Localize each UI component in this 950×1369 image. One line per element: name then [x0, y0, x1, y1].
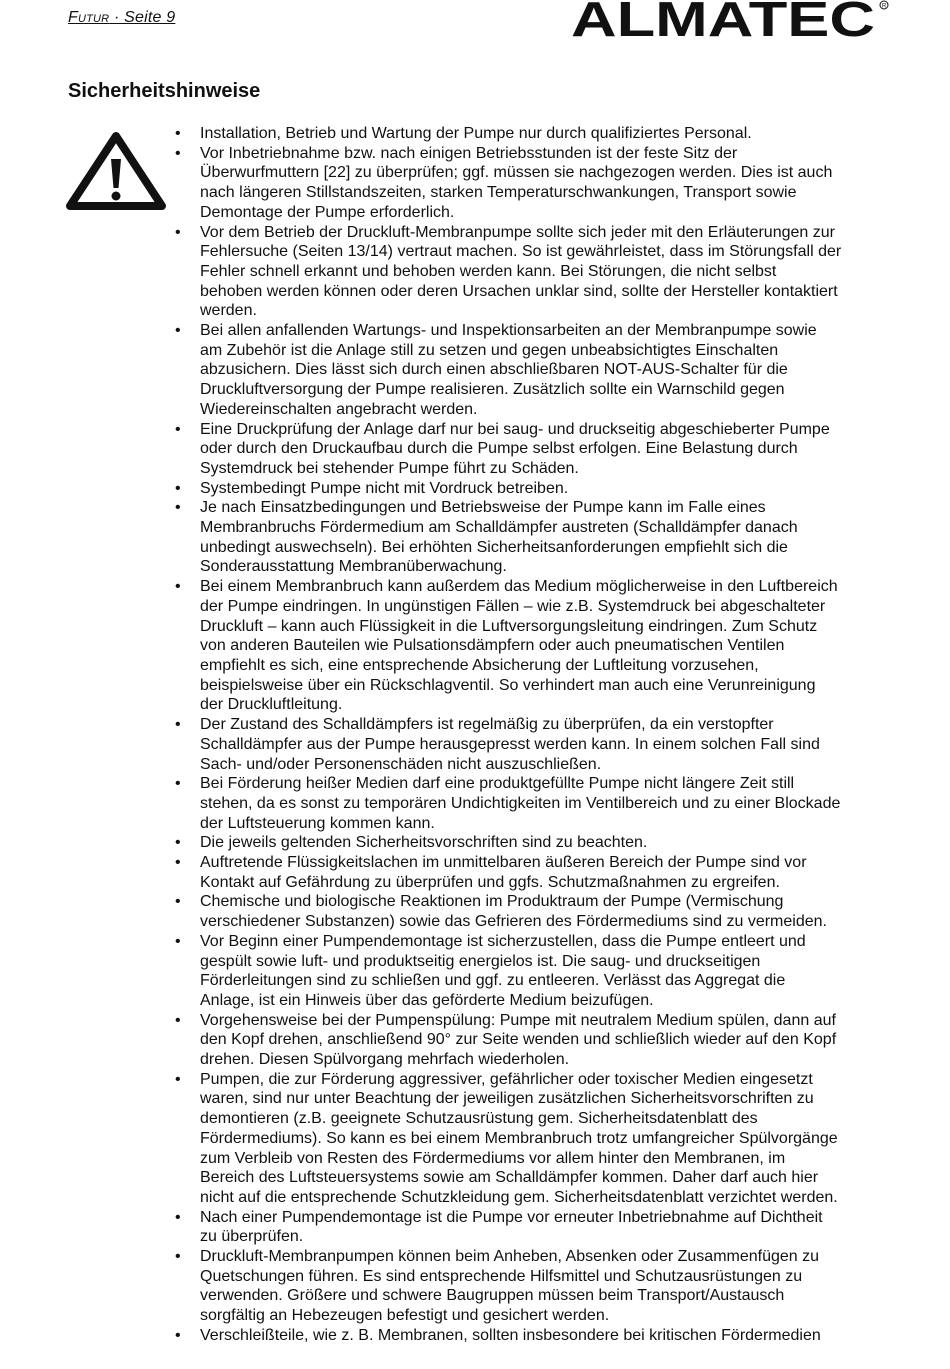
safety-note-line: am Zubehör ist die Anlage still zu setzen und gegen unbeabsichtigtes Einschalten: [200, 341, 779, 359]
safety-note-line: • Bei Förderung heißer Medien darf eine produktgefüllte Pumpe nicht längere Zeit still: [200, 775, 795, 793]
safety-note-line: Druckluftversorgung der Pumpe realisieren. Zusätzlich sollte ein Warnschild gegen: [200, 381, 785, 399]
safety-note-line: • Druckluft-Membranpumpen können beim Anheben, Absenken oder Zusammenfügen zu: [200, 1248, 820, 1266]
safety-note-item: [200, 892, 890, 931]
safety-note-line: • Der Zustand des Schalldämpfers ist regelmäßig zu überprüfen, da ein verstopfter: [200, 716, 774, 734]
safety-note-line: nach längeren Stillstandszeiten, starken Temperaturschwankungen, Transport sowie: [200, 184, 797, 202]
safety-note-item: [200, 144, 890, 223]
safety-note-item: [200, 420, 890, 479]
safety-note-item: [200, 1011, 890, 1070]
safety-note-line: Sonderausstattung Membranüberwachung.: [200, 558, 507, 576]
brand-name: Futur: [68, 9, 110, 26]
safety-note-line: verwenden. Größere und schwere Baugruppen müssen beim Transport/Austausch: [200, 1287, 785, 1305]
safety-note-line: den Kopf drehen, anschließend 90° zur Seite wenden und schließlich wieder auf den Kopf: [200, 1031, 837, 1049]
safety-note-line: Fördermediums). So kann es bei einem Membranbruch trotz umfangreicher Spülvorgänge: [200, 1129, 838, 1147]
safety-note-line: sorgfältig an Hebezeugen befestigt und gesichert werden.: [200, 1307, 610, 1325]
safety-note-line: oder durch den Druckaufbau durch die Pumpe selbst erfolgen. Eine Belastung durch: [200, 440, 798, 458]
safety-note-line: zum Verbleib von Resten des Fördermediums vor allem hinter den Membranen, im: [200, 1149, 786, 1167]
safety-note-line: Fehler schnell erkannt und behoben werden kann. Bei Störungen, die nicht selbst: [200, 262, 777, 280]
safety-note-item: [200, 1070, 890, 1208]
safety-note-line: Schalldämpfer aus der Pumpe herausgepresst werden kann. In einem solchen Fall sind: [200, 735, 820, 753]
safety-note-item: [200, 715, 890, 774]
safety-note-line: • Pumpen, die zur Förderung aggressiver, gefährlicher oder toxischer Medien eingesetzt: [200, 1070, 813, 1088]
safety-note-line: der Pumpe eindringen. In ungünstigen Fällen – wie z.B. Systemdruck bei abgeschalteter: [200, 597, 826, 615]
safety-note-line: Demontage der Pumpe erforderlich.: [200, 203, 455, 221]
safety-note-line: Anlage, ist ein Hinweis über das geförderte Medium beizufügen.: [200, 991, 654, 1009]
safety-note-line: • Bei einem Membranbruch kann außerdem das Medium möglicherweise in den Luftbereich: [200, 578, 838, 596]
almatec-logo: [571, 0, 889, 38]
safety-note-line: • Die jeweils geltenden Sicherheitsvorschriften sind zu beachten.: [200, 834, 648, 852]
safety-note-line: • Eine Druckprüfung der Anlage darf nur bei saug- und druckseitig abgeschieberter Pumpe: [200, 420, 830, 438]
safety-note-item: [200, 223, 890, 322]
safety-note-line: • Installation, Betrieb und Wartung der Pumpe nur durch qualifiziertes Personal.: [200, 125, 752, 142]
safety-note-line: • Auftretende Flüssigkeitslachen im unmittelbaren äußeren Bereich der Pumpe sind vor: [200, 854, 807, 872]
safety-note-line: Druckluft – kann auch Flüssigkeit in die Luftversorgungsleitung eindringen. Zum Schutz: [200, 617, 818, 635]
safety-note-line: der Druckluftleitung.: [200, 696, 343, 714]
section-title: Sicherheitshinweise: [68, 80, 261, 102]
safety-note-line: beispielsweise über ein Rückschlagventil. So verhindert man auch eine Verunreinigung: [200, 676, 816, 694]
safety-note-item: [200, 577, 890, 715]
safety-note-line: behoben werden können oder deren Ursachen unklar sind, sollte der Hersteller kontaktiert: [200, 282, 838, 300]
safety-note-line: Sach- und/oder Personenschäden nicht auszuschließen.: [200, 755, 602, 773]
safety-note-line: demontieren (z.B. geeignete Schutzausrüstung gem. Sicherheitsdatenblatt des: [200, 1110, 758, 1128]
safety-note-line: • Bei allen anfallenden Wartungs- und Inspektionsarbeiten an der Membranpumpe sowie: [200, 322, 817, 340]
safety-note-line: Membranbruchs Fördermedium am Schalldämpfer austreten (Schalldämpfer danach: [200, 519, 798, 537]
safety-note-item: [200, 932, 890, 1011]
safety-note-line: von anderen Bauteilen wie Pulsationsdämpfern oder auch pneumatischen Ventilen: [200, 637, 785, 655]
warning-triangle-icon: [66, 132, 166, 210]
safety-note-line: • Chemische und biologische Reaktionen im Produktraum der Pumpe (Vermischung: [200, 893, 784, 911]
safety-note-line: Bereich des Luftsteuersystems sowie am Schalldämpfer kommen. Daher darf auch hier: [200, 1169, 819, 1187]
safety-notes-list: [200, 124, 890, 1346]
safety-note-item: [200, 774, 890, 833]
safety-note-line: abzusichern. Dies lässt sich durch einen abschließbaren NOT-AUS-Schalter für die: [200, 361, 788, 379]
safety-note-line: • Nach einer Pumpendemontage ist die Pumpe vor erneuter Inbetriebnahme auf Dichtheit: [200, 1208, 823, 1226]
page-header: [68, 9, 175, 27]
safety-note-line: Systemdruck bei stehender Pumpe führt zu Schäden.: [200, 459, 579, 477]
safety-note-item: [200, 124, 890, 144]
safety-note-line: empfiehlt es sich, eine entsprechende Absicherung der Luftleitung vorzusehen,: [200, 656, 759, 674]
safety-note-line: Fehlersuche (Seiten 13/14) vertraut machen. So ist gewährleistet, dass im Störungsfall der: [200, 243, 842, 261]
safety-note-line: Überwurfmuttern [22] zu überprüfen; ggf. müssen sie nachgezogen werden. Dies ist auch: [200, 164, 833, 182]
safety-note-line: • Verschleißteile, wie z. B. Membranen, sollten insbesondere bei kritischen Fördermedien: [200, 1326, 821, 1344]
safety-note-item: [200, 498, 890, 577]
safety-note-item: [200, 321, 890, 420]
safety-note-line: Förderleitungen sind zu schließen und ggf. zu entleeren. Verlässt das Aggregat die: [200, 972, 786, 990]
safety-note-line: nicht auf die entsprechende Schutzkleidung gem. Sicherheitsdatenblatt verzichtet werden.: [200, 1188, 838, 1206]
safety-note-line: unbedingt auswechseln). Bei erhöhten Sicherheitsanforderungen empfiehlt sich die: [200, 538, 788, 556]
safety-note-line: • Systembedingt Pumpe nicht mit Vordruck betreiben.: [200, 479, 569, 497]
safety-note-line: waren, sind nur unter Beachtung der jeweiligen zusätzlichen Sicherheitsvorschriften zu: [200, 1090, 814, 1108]
safety-note-line: Kontakt auf Gefährdung zu überprüfen und ggfs. Schutzmaßnahmen zu ergreifen.: [200, 873, 780, 891]
safety-note-line: zu überprüfen.: [200, 1228, 304, 1246]
safety-note-item: [200, 1247, 890, 1326]
logo-text: ALMATEC: [571, 0, 875, 38]
safety-note-line: werden.: [200, 302, 257, 320]
safety-note-line: • Vor Beginn einer Pumpendemontage ist sicherzustellen, dass die Pumpe entleert und: [200, 932, 806, 950]
safety-note-line: drehen. Diesen Spülvorgang mehrfach wiederholen.: [200, 1051, 570, 1069]
safety-note-line: • Vorgehensweise bei der Pumpenspülung: Pumpe mit neutralem Medium spülen, dann auf: [200, 1011, 836, 1029]
safety-note-item: [200, 1326, 890, 1346]
page-number: · Seite 9: [109, 9, 176, 26]
safety-note-line: Quetschungen führen. Es sind entsprechende Hilfsmittel und Schutzausrüstungen zu: [200, 1267, 803, 1285]
safety-note-line: • Je nach Einsatzbedingungen und Betriebsweise der Pumpe kann im Falle eines: [200, 499, 766, 517]
safety-note-line: der Luftsteuerung kommen kann.: [200, 814, 435, 832]
safety-note-line: gespült sowie luft- und produktseitig energielos ist. Die saug- und druckseitigen: [200, 952, 761, 970]
safety-note-line: • Vor dem Betrieb der Druckluft-Membranpumpe sollte sich jeder mit den Erläuterungen zur: [200, 223, 835, 241]
svg-text:R: R: [882, 3, 887, 10]
safety-note-line: stehen, da es sonst zu temporären Undichtigkeiten im Ventilbereich und zu einer Blockade: [200, 794, 841, 812]
safety-note-line: • Vor Inbetriebnahme bzw. nach einigen Betriebsstunden ist der feste Sitz der: [200, 144, 738, 162]
safety-note-item: [200, 1208, 890, 1247]
safety-note-item: [200, 479, 890, 499]
safety-note-line: Wiedereinschalten angebracht werden.: [200, 400, 478, 418]
safety-note-line: verschiedener Substanzen) sowie das Gefrieren des Fördermediums sind zu vermeiden.: [200, 913, 827, 931]
safety-note-item: [200, 833, 890, 853]
safety-note-item: [200, 853, 890, 892]
